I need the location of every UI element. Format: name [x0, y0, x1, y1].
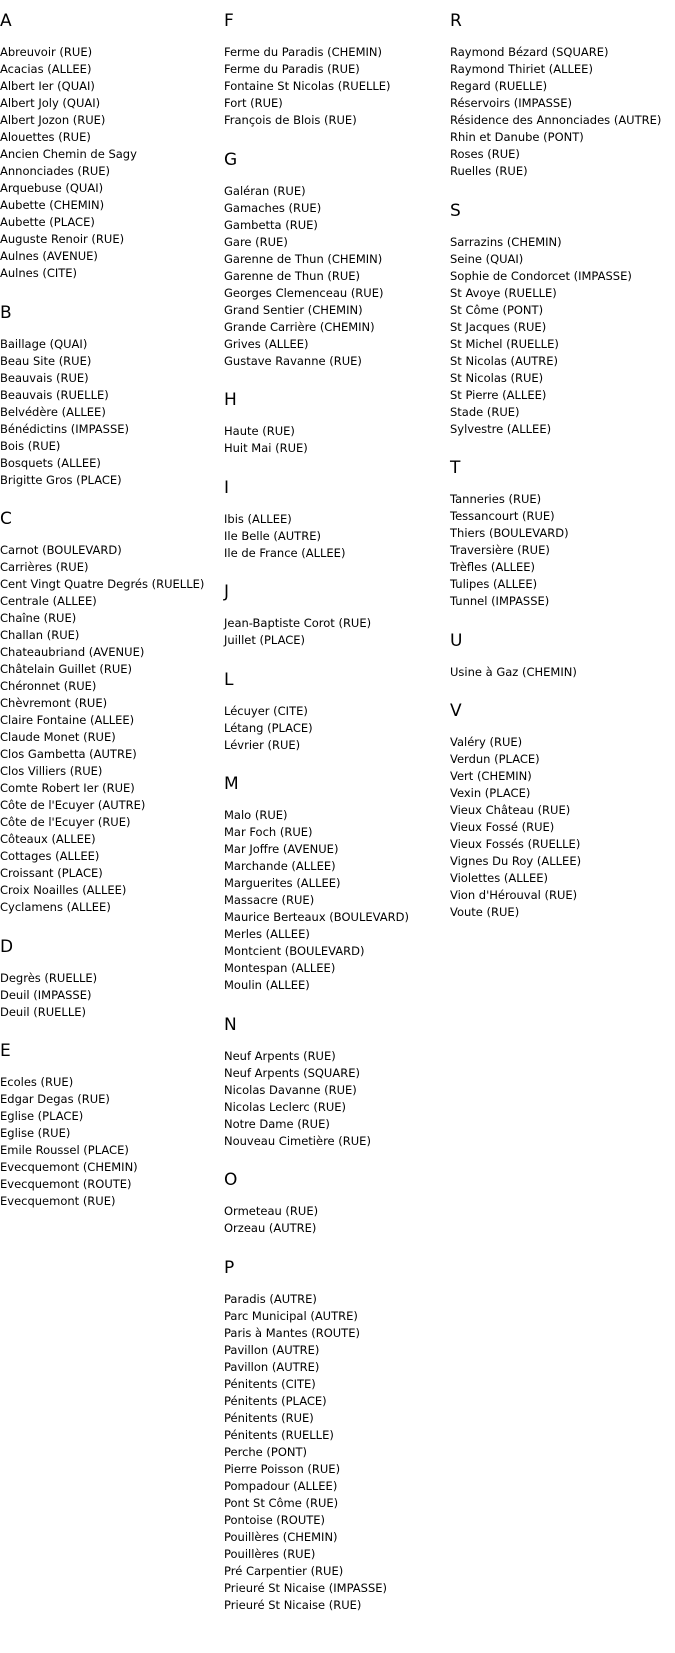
street-item: Réservoirs (IMPASSE): [450, 96, 572, 110]
letter-section-d: [0, 937, 212, 1021]
street-item: Pont St Côme (RUE): [224, 1495, 339, 1510]
letter-section-u: [450, 631, 675, 681]
street-item: Stade (RUE): [450, 404, 520, 419]
street-item: Centrale (ALLEE): [0, 594, 97, 608]
letter-section-n: [224, 1015, 444, 1150]
street-item: Tanneries (RUE): [450, 492, 542, 506]
street-list: [224, 423, 444, 457]
street-item: Raymond Bézard (SQUARE): [450, 45, 609, 59]
street-list: [224, 183, 444, 370]
street-item: Deuil (RUELLE): [0, 1004, 86, 1019]
street-item: Marchande (ALLEE): [224, 859, 336, 873]
street-item: Gustave Ravanne (RUE): [224, 353, 362, 368]
letter-section-c: [0, 509, 212, 916]
street-item: Ferme du Paradis (CHEMIN): [224, 45, 382, 59]
street-item: Beau Site (RUE): [0, 353, 92, 368]
letter-heading: U: [450, 630, 463, 651]
street-item: Voute (RUE): [450, 905, 520, 919]
street-item: Garenne de Thun (RUE): [224, 268, 361, 283]
street-item: Côteaux (ALLEE): [0, 832, 96, 846]
street-item: Vieux Fossé (RUE): [450, 820, 555, 834]
street-item: Vignes Du Roy (ALLEE): [450, 854, 582, 868]
street-item: Croix Noailles (ALLEE): [0, 883, 127, 897]
street-list: [0, 1074, 212, 1210]
street-item: Grand Sentier (CHEMIN): [224, 302, 363, 317]
street-item: Deuil (IMPASSE): [0, 987, 92, 1002]
street-item: Maurice Berteaux (BOULEVARD): [224, 910, 409, 924]
letter-heading: H: [224, 390, 237, 410]
street-item: Ile de France (ALLEE): [224, 545, 346, 560]
street-list: [0, 970, 212, 1021]
street-item: Grande Carrière (CHEMIN): [224, 319, 375, 334]
letter-heading: D: [0, 936, 14, 957]
street-list: [224, 511, 444, 562]
street-list: [224, 1291, 444, 1614]
street-index-column-3: [450, 0, 675, 942]
street-index-column-2: [224, 0, 444, 1634]
letter-section-o: [224, 1170, 444, 1237]
street-list: [450, 44, 675, 180]
street-item: Côte de l'Ecuyer (RUE): [0, 815, 131, 829]
street-index-column-1: [0, 0, 212, 1231]
street-item: Challan (RUE): [0, 628, 80, 642]
letter-section-t: [450, 458, 675, 610]
street-item: Acacias (ALLEE): [0, 62, 92, 76]
letter-section-r: [450, 11, 675, 180]
letter-heading: G: [224, 149, 238, 170]
street-item: Côte de l'Ecuyer (AUTRE): [0, 798, 146, 812]
street-item: Pouillères (CHEMIN): [224, 1529, 338, 1544]
street-item: Ancien Chemin de Sagy: [0, 147, 137, 161]
street-item: François de Blois (RUE): [224, 113, 357, 127]
street-item: Pierre Poisson (RUE): [224, 1461, 341, 1476]
letter-section-f: [224, 11, 444, 129]
street-item: Gamaches (RUE): [224, 200, 322, 215]
letter-section-h: [224, 390, 444, 457]
letter-heading: A: [0, 11, 12, 31]
letter-heading: R: [450, 11, 462, 31]
street-item: Beauvais (RUE): [0, 370, 89, 385]
street-item: Sarrazins (CHEMIN): [450, 234, 562, 249]
street-list: [0, 542, 212, 916]
street-item: Nicolas Leclerc (RUE): [224, 1099, 347, 1114]
street-item: Massacre (RUE): [224, 893, 315, 907]
street-item: Neuf Arpents (SQUARE): [224, 1065, 360, 1080]
street-item: Aulnes (CITE): [0, 266, 78, 280]
street-item: Ile Belle (AUTRE): [224, 528, 321, 543]
letter-section-e: [0, 1041, 212, 1210]
street-item: Orzeau (AUTRE): [224, 1221, 317, 1235]
street-item: Ruelles (RUE): [450, 164, 528, 178]
street-item: Pénitents (PLACE): [224, 1393, 327, 1408]
letter-section-i: [224, 478, 444, 562]
letter-section-j: [224, 582, 444, 649]
street-item: Paradis (AUTRE): [224, 1291, 317, 1306]
street-item: Baillage (QUAI): [0, 336, 88, 351]
street-item: Cyclamens (ALLEE): [0, 900, 111, 914]
street-item: Evecquemont (CHEMIN): [0, 1160, 138, 1174]
street-item: Gambetta (RUE): [224, 217, 318, 232]
street-item: Vert (CHEMIN): [450, 769, 532, 783]
street-item: Emile Roussel (PLACE): [0, 1143, 129, 1157]
street-item: Pénitents (CITE): [224, 1376, 316, 1391]
street-item: Carrières (RUE): [0, 560, 89, 574]
street-list: [450, 234, 675, 438]
street-item: Prieuré St Nicaise (RUE): [224, 1597, 362, 1612]
street-item: Nouveau Cimetière (RUE): [224, 1133, 371, 1148]
street-item: Fontaine St Nicolas (RUELLE): [224, 79, 391, 93]
street-item: Létang (PLACE): [224, 720, 313, 735]
street-item: Beauvais (RUELLE): [0, 387, 109, 402]
letter-heading: O: [224, 1170, 238, 1190]
street-list: [224, 1203, 444, 1237]
street-list: [224, 1048, 444, 1150]
street-item: St Pierre (ALLEE): [450, 387, 547, 402]
letter-heading: I: [224, 477, 230, 498]
street-item: Claude Monet (RUE): [0, 730, 116, 744]
street-item: Eglise (RUE): [0, 1126, 71, 1140]
street-item: Tulipes (ALLEE): [450, 577, 538, 591]
street-item: Claire Fontaine (ALLEE): [0, 713, 135, 727]
street-item: Sylvestre (ALLEE): [450, 421, 552, 436]
street-item: Auguste Renoir (RUE): [0, 232, 125, 246]
street-item: Chaîne (RUE): [0, 611, 77, 625]
street-item: Valéry (RUE): [450, 735, 523, 749]
street-item: Clos Gambetta (AUTRE): [0, 747, 137, 761]
street-item: Lécuyer (CITE): [224, 703, 308, 718]
street-list: [224, 615, 444, 649]
street-item: Ecoles (RUE): [0, 1075, 74, 1089]
letter-heading: M: [224, 774, 239, 794]
letter-section-s: [450, 201, 675, 438]
letter-section-v: [450, 701, 675, 921]
street-list: [224, 44, 444, 129]
street-item: Ibis (ALLEE): [224, 511, 292, 526]
street-item: Belvédère (ALLEE): [0, 404, 106, 419]
street-item: Aulnes (AVENUE): [0, 249, 98, 263]
street-item: Pavillon (AUTRE): [224, 1342, 320, 1357]
street-item: Georges Clemenceau (RUE): [224, 285, 384, 300]
street-list: [0, 336, 212, 489]
street-item: Rhin et Danube (PONT): [450, 130, 584, 144]
letter-heading: P: [224, 1257, 235, 1278]
street-item: Sophie de Condorcet (IMPASSE): [450, 268, 632, 283]
street-item: Annonciades (RUE): [0, 164, 111, 178]
street-item: Verdun (PLACE): [450, 752, 540, 766]
street-item: Pompadour (ALLEE): [224, 1478, 338, 1493]
street-item: Alouettes (RUE): [0, 130, 91, 144]
street-item: Chèvremont (RUE): [0, 696, 108, 710]
street-item: Pontoise (ROUTE): [224, 1512, 326, 1527]
street-item: Notre Dame (RUE): [224, 1116, 330, 1131]
letter-heading: F: [224, 11, 234, 31]
street-item: Neuf Arpents (RUE): [224, 1048, 336, 1063]
street-item: Tunnel (IMPASSE): [450, 594, 550, 608]
street-item: Albert Jozon (RUE): [0, 113, 106, 127]
street-item: Vion d'Hérouval (RUE): [450, 888, 578, 902]
street-item: Comte Robert Ier (RUE): [0, 781, 135, 795]
letter-heading: B: [0, 302, 12, 323]
street-item: Huit Mai (RUE): [224, 441, 308, 455]
street-item: Traversière (RUE): [450, 543, 550, 557]
street-item: Grives (ALLEE): [224, 336, 309, 351]
letter-heading: L: [224, 669, 234, 690]
letter-section-g: [224, 150, 444, 370]
street-item: Malo (RUE): [224, 808, 288, 822]
letter-heading: N: [224, 1014, 237, 1035]
street-list: [450, 491, 675, 610]
street-item: Arquebuse (QUAI): [0, 181, 104, 195]
street-item: St Côme (PONT): [450, 302, 544, 317]
street-item: Juillet (PLACE): [224, 633, 306, 647]
street-item: Eglise (PLACE): [0, 1109, 84, 1123]
street-item: Abreuvoir (RUE): [0, 45, 93, 59]
letter-section-p: [224, 1258, 444, 1614]
street-item: Mar Joffre (AVENUE): [224, 842, 339, 856]
letter-heading: S: [450, 200, 461, 221]
street-item: Trèfles (ALLEE): [450, 560, 536, 574]
street-item: Bosquets (ALLEE): [0, 455, 101, 470]
letter-heading: T: [450, 458, 461, 478]
street-item: Montespan (ALLEE): [224, 961, 336, 975]
street-item: Cent Vingt Quatre Degrés (RUELLE): [0, 577, 205, 591]
street-item: Mar Foch (RUE): [224, 825, 313, 839]
street-item: Carnot (BOULEVARD): [0, 543, 122, 557]
street-item: Bénédictins (IMPASSE): [0, 421, 130, 436]
street-item: Albert Joly (QUAI): [0, 96, 101, 110]
street-item: Pénitents (RUELLE): [224, 1427, 334, 1442]
street-item: Regard (RUELLE): [450, 79, 548, 93]
street-item: Clos Villiers (RUE): [0, 764, 103, 778]
street-item: Vieux Château (RUE): [450, 803, 571, 817]
street-item: Evecquemont (RUE): [0, 1194, 116, 1208]
street-item: St Nicolas (RUE): [450, 370, 544, 385]
street-item: Haute (RUE): [224, 424, 295, 438]
street-item: Roses (RUE): [450, 147, 520, 161]
letter-heading: E: [0, 1041, 11, 1061]
street-item: Jean-Baptiste Corot (RUE): [224, 616, 372, 630]
street-item: Châtelain Guillet (RUE): [0, 662, 133, 676]
street-item: Paris à Mantes (ROUTE): [224, 1325, 360, 1340]
street-item: Perche (PONT): [224, 1444, 308, 1459]
street-item: Aubette (CHEMIN): [0, 198, 105, 212]
street-item: Pouillères (RUE): [224, 1546, 316, 1561]
street-list: [224, 807, 444, 994]
street-item: Ferme du Paradis (RUE): [224, 62, 360, 76]
street-item: Bois (RUE): [0, 438, 61, 453]
street-item: Pré Carpentier (RUE): [224, 1563, 344, 1578]
street-item: St Jacques (RUE): [450, 319, 547, 334]
street-item: Chéronnet (RUE): [0, 679, 97, 693]
street-item: Thiers (BOULEVARD): [450, 526, 569, 540]
street-item: Aubette (PLACE): [0, 215, 95, 229]
letter-section-l: [224, 670, 444, 754]
street-item: Pénitents (RUE): [224, 1410, 314, 1425]
letter-heading: C: [0, 509, 12, 529]
street-item: St Avoye (RUELLE): [450, 285, 557, 300]
street-item: Montcient (BOULEVARD): [224, 944, 365, 958]
letter-section-b: [0, 303, 212, 489]
street-list: [224, 703, 444, 754]
street-item: Raymond Thiriet (ALLEE): [450, 62, 593, 76]
street-item: Croissant (PLACE): [0, 866, 103, 880]
street-item: Vieux Fossés (RUELLE): [450, 837, 581, 851]
street-item: Gare (RUE): [224, 234, 288, 249]
street-item: Violettes (ALLEE): [450, 871, 549, 885]
street-list: [0, 44, 212, 282]
street-item: Usine à Gaz (CHEMIN): [450, 664, 577, 679]
letter-heading: J: [224, 582, 230, 602]
street-list: [450, 664, 675, 681]
street-item: Lévrier (RUE): [224, 737, 301, 752]
street-item: Brigitte Gros (PLACE): [0, 472, 122, 487]
street-item: Galéran (RUE): [224, 183, 306, 198]
street-item: Merles (ALLEE): [224, 927, 310, 941]
street-item: Nicolas Davanne (RUE): [224, 1082, 357, 1097]
street-item: Fort (RUE): [224, 96, 283, 110]
street-item: Cottages (ALLEE): [0, 849, 100, 863]
street-item: Seine (QUAI): [450, 251, 524, 266]
street-item: Marguerites (ALLEE): [224, 876, 341, 890]
street-item: Vexin (PLACE): [450, 786, 531, 800]
street-item: Garenne de Thun (CHEMIN): [224, 251, 383, 266]
street-list: [450, 734, 675, 921]
street-item: Résidence des Annonciades (AUTRE): [450, 113, 662, 127]
street-item: Chateaubriand (AVENUE): [0, 645, 145, 659]
letter-section-a: [0, 11, 212, 282]
street-item: Tessancourt (RUE): [450, 509, 555, 523]
street-item: St Nicolas (AUTRE): [450, 353, 559, 368]
street-item: Evecquemont (ROUTE): [0, 1177, 132, 1191]
street-item: Parc Municipal (AUTRE): [224, 1308, 358, 1323]
street-item: Edgar Degas (RUE): [0, 1092, 110, 1106]
letter-section-m: [224, 774, 444, 994]
street-item: Ormeteau (RUE): [224, 1204, 319, 1218]
letter-heading: V: [450, 701, 462, 721]
street-item: St Michel (RUELLE): [450, 336, 559, 351]
street-item: Moulin (ALLEE): [224, 978, 310, 992]
street-item: Albert Ier (QUAI): [0, 79, 95, 93]
street-item: Degrès (RUELLE): [0, 970, 98, 985]
street-item: Prieuré St Nicaise (IMPASSE): [224, 1580, 387, 1595]
street-item: Pavillon (AUTRE): [224, 1359, 320, 1374]
